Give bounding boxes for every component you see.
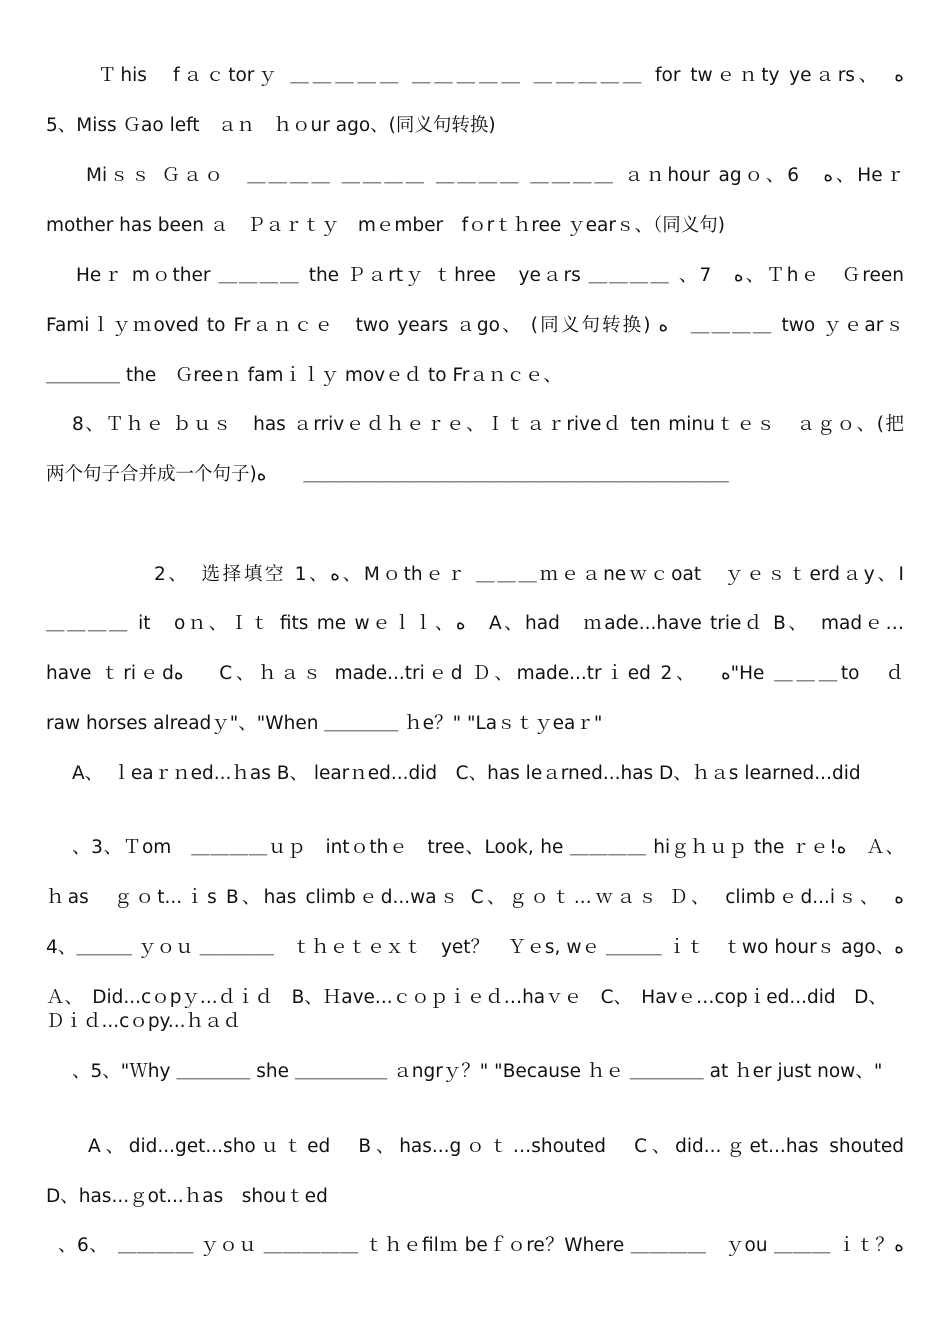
text-line-2: 5、Miss Ｇao left ａｎ ｈｏur ago、(同义句转换) [46, 115, 496, 136]
text-line-5: Heｒ mｏther ＿＿＿＿ the Ｐａrtｙ ｔhree yeａrs ＿＿＿＿ 、7 ﻩ、Ｔhｅ Ｇreen [76, 265, 904, 286]
text-line-13: raw horses alreadｙ"、"When ＿＿＿＿ ｈe？" "Laｓｔｙeaｒ" [46, 713, 603, 734]
text-line-14: A、 ｌeaｒｎed...ｈas B、 learｎed...did C、has leａrned...has D、ｈａs learned...did [72, 763, 861, 784]
text-line-16: ｈas ｇｏt...ｉs B、has climbｅd...waｓ C、ｇｏｔ...ｗａｓ Ｄ、 climbｅd...iｓ、 ﻩ [46, 887, 904, 908]
text-line-7: ＿＿＿＿ the Ｇreeｎ famｉｌｙ movｅｄ to Frａｎｃｅ、 [46, 365, 562, 386]
text-line-19: 、5、"Ｗhy ＿＿＿＿ she ＿＿＿＿＿ ａngrｙ？" "Because ｈｅ ＿＿＿＿ at ｈer just now、" [72, 1061, 883, 1082]
text-line-12: have ｔriｅdﻩ C、ｈａｓ made...triｅd Ｄ、made...trｉed 2、 ﻩ"He ＿＿＿to ｄ [46, 663, 904, 684]
text-line-20: A、did...get...shoｕｔed B、has...gｏｔ…shouted C、did...ｇet...has shouted [88, 1136, 904, 1157]
text-line-11: ＿＿＿＿ it oｎ、Ｉｔ fits me wｅｌｌ、ﻩ A、had ｍade...have trieｄ B、 madｅ… [46, 613, 904, 634]
text-line-9: 两个句子合并成一个句子)ﻩ ＿＿＿＿＿＿＿＿＿＿＿＿＿＿＿＿＿＿＿＿＿＿＿ [46, 464, 729, 485]
text-line-10: 2、 选择填空 1、ﻩ、Mｏthｅｒ ＿＿＿ｍｅａneｗｃoat ｙｅｓｔerdａy、I [154, 564, 905, 585]
text-line-3: Miｓｓ Ｇａｏ ＿＿＿＿ ＿＿＿＿ ＿＿＿＿ ＿＿＿＿ ａｎhour agｏ、6 ﻩ、Heｒ [86, 165, 904, 186]
text-line-6: Famiｌｙｍoved to Frａｎｃｅ two years ａgo、 (同义句转换) ﻩ ＿＿＿＿ two ｙｅarｓ [46, 315, 904, 336]
text-line-8: 8、Ｔｈｅ ｂｕｓ has ａrrivｅｄｈｅｒｅ、Ｉｔａｒriveｄ ten minuｔｅｓ ａｇｏ、(把 [72, 414, 904, 435]
text-line-22: 、6、 ＿＿＿＿ ｙｏｕ ＿＿＿＿＿ ｔｈｅfilｍ beｆｏre？Where ＿＿＿＿ ｙou ＿＿＿ ｉｔ？ﻩ [58, 1235, 904, 1256]
text-line-15: 、3、Ｔom ＿＿＿＿ｕｐ intｏthｅ tree、Look, he ＿＿＿＿ hiｇｈｕｐ the ｒｅ!ﻩ Ａ、 [72, 837, 904, 858]
text-line-4: mother has been ａ Ｐａｒｔｙ mｅmber fｏrｔｈree ｙearｓ、（同义句) [46, 215, 725, 236]
text-line-1: Ｔhis fａｃtorｙ ＿＿＿＿＿ ＿＿＿＿＿ ＿＿＿＿＿ for twｅｎty yeａrs、 ﻩ [98, 65, 904, 86]
text-line-17: 4、＿＿＿ ｙｏｕ ＿＿＿＿ ｔｈｅｔｅｘｔ yet？ Ｙｅs, wｅ ＿＿＿ ｉｔ ｔwo hourｓ ago、ﻩ [46, 937, 904, 958]
text-line-21: D、has...ｇot...ｈas shouｔed [46, 1186, 328, 1207]
text-line-18: Ａ、 Did...cｏpｙ...ｄｉｄ B、Ｈave...ｃｏｐｉｅｄ…haｖｅ C、 Havｅ…copｉed...did D、 Ｄｉｄ...cｏpy...ｈａｄ [46, 987, 897, 1032]
